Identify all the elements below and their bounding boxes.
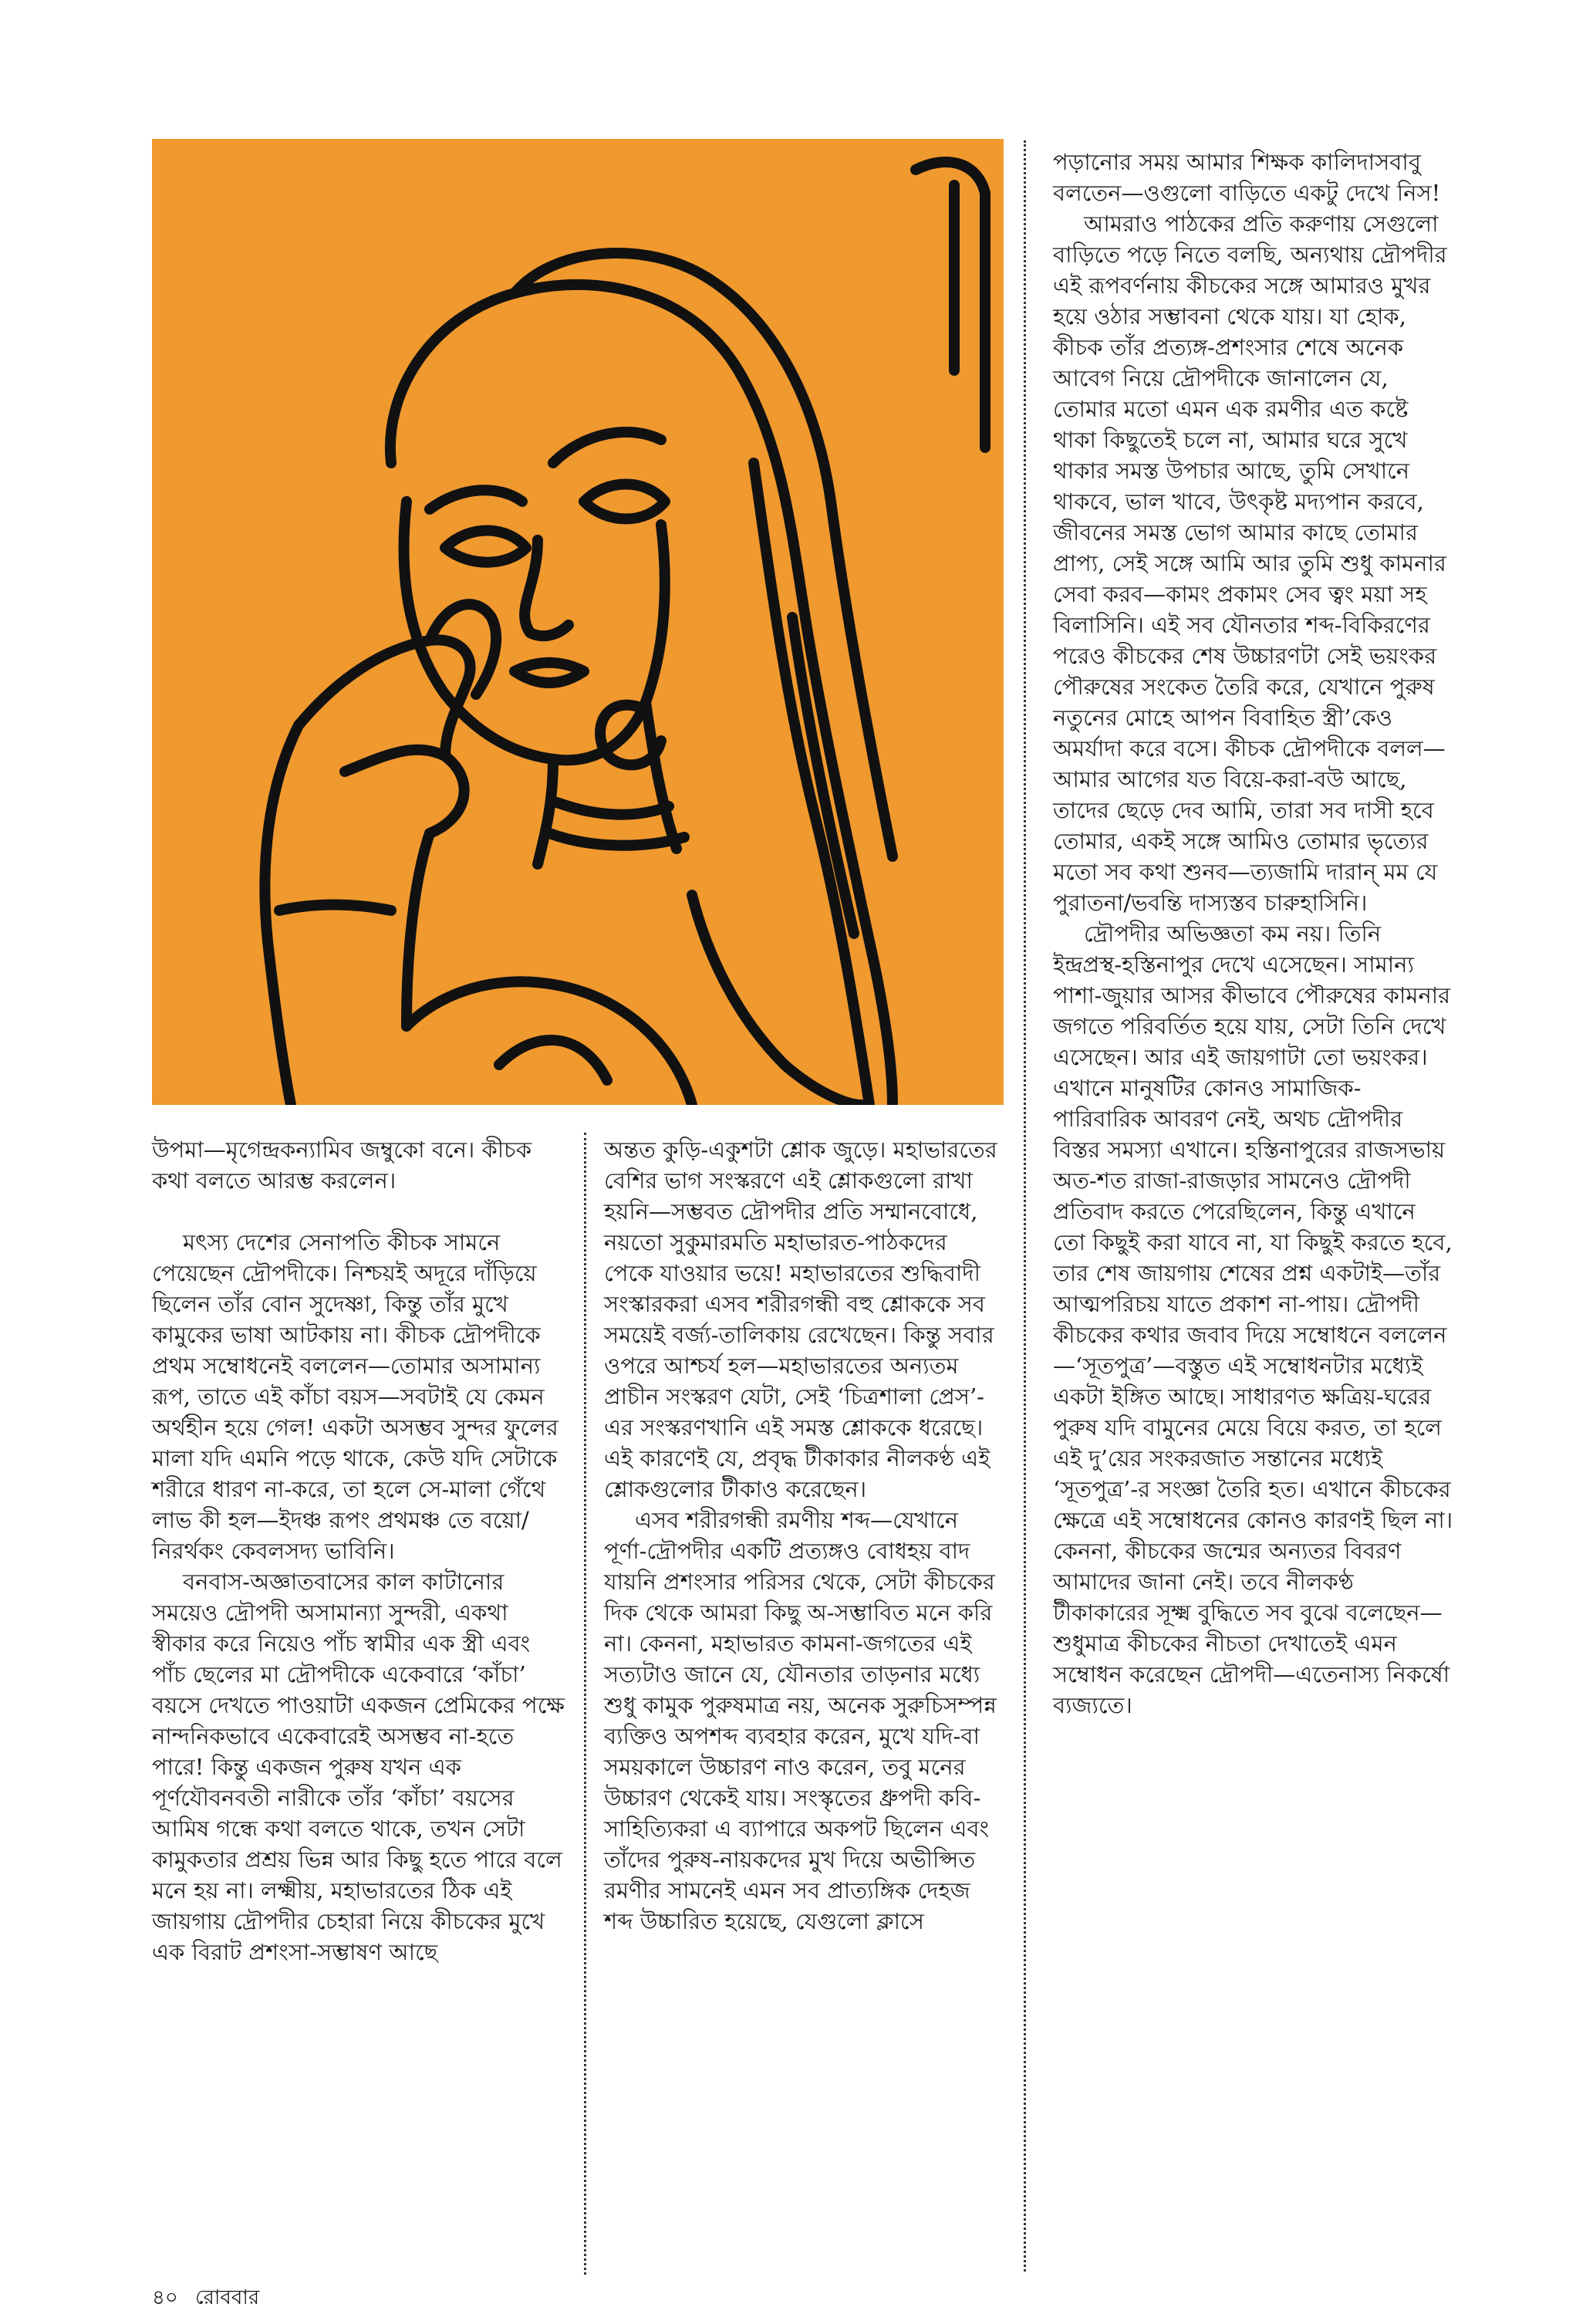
paragraph: আমরাও পাঠকের প্রতি করুণায় সেগুলো বাড়িতে পড়ে নিতে বলছি, অন্যথায় দ্রৌপদীর এই রূপবর্ণনায় কীচকের সঙ্গে আমারও মুখর হয়ে ওঠার সম্ভাবনা থেকে যায়। যা হোক, কীচক তাঁর প্রত্যঙ্গ-প্রশংসার শেষে অনেক আবেগ নিয়ে দ্রৌপদীকে জানালেন যে, তোমার মতো এমন এক রমণীর এত কষ্টে থাকা কিছুতেই চলে না, আমার ঘরে সুখে থাকার সমস্ত উপচার আছে, তুমি সেখানে থাকবে, ভাল খাবে, উৎকৃষ্ট মদ্যপান করবে, জীবনের সমস্ত ভোগ আমার কাছে তোমার প্রাপ্য, সেই সঙ্গে আমি আর তুমি শুধু কামনার সেবা করব—কামং প্রকামং সেব ত্বং ময়া সহ বিলাসিনি। এই সব যৌনতার শব্দ-বিকিরণের পরেও কীচকের শেষ উচ্চারণটা সেই ভয়ংকর পৌরুষের সংকেত তৈরি করে, যেখানে পুরুষ নতুনের মোহে আপন বিবাহিত স্ত্রী’কেও অমর্যাদা করে বসে। কীচক দ্রৌপদীকে বলল—আমার আগের যত বিয়ে-করা-বউ আছে, তাদের ছেড়ে দেব আমি, তারা সব দাসী হবে তোমার, একই সঙ্গে আমিও তোমার ভৃত্যের মতো সব কথা শুনব—ত্যজামি দারান্ মম যে পুরাতনা/ভবন্তি দাস্যস্তব চারুহাসিনি। <box>1053 211 1447 916</box>
page-number: ৪০ <box>152 2286 178 2309</box>
article-column-3 <box>1053 147 1454 1721</box>
paragraph: মৎস্য দেশের সেনাপতি কীচক সামনে পেয়েছেন দ্রৌপদীকে। নিশ্চয়ই অদূরে দাঁড়িয়ে ছিলেন তাঁর বোন সুদেষ্ণা, কিন্তু তাঁর মুখে কামুকের ভাষা আটকায় না। কীচক দ্রৌপদীকে প্রথম সম্বোধনেই বললেন—তোমার অসামান্য রূপ, তাতে এই কাঁচা বয়স—সবটাই যে কেমন অর্থহীন হয়ে গেল! একটা অসম্ভব সুন্দর ফুলের মালা যদি এমনি পড়ে থাকে, কেউ যদি সেটাকে শরীরে ধারণ না-করে, তা হলে সে-মালা গেঁথে লাভ কী হল—ইদঞ্চ রূপং প্রথমঞ্চ তে বয়ো/নিরর্থকং কেবলসদ্য ভাবিনি। <box>152 1229 559 1564</box>
woman-portrait-illustration <box>152 139 1004 1105</box>
publication-name: রোববার <box>195 2286 260 2309</box>
column-divider <box>584 1133 586 2275</box>
paragraph: পড়ানোর সময় আমার শিক্ষক কালিদাসবাবু বলতেন—ওগুলো বাড়িতে একটু দেখে নিস! <box>1053 149 1441 206</box>
paragraph: এসব শরীরগন্ধী রমণীয় শব্দ—যেখানে পূর্ণা-দ্রৌপদীর একটি প্রত্যঙ্গও বোধহয় বাদ যায়নি প্রশংসার পরিসর থেকে, সেটা কীচকের দিক থেকে আমরা কিছু অ-সম্ভাবিত মনে করি না। কেননা, মহাভারত কামনা-জগতের এই সত্যটাও জানে যে, যৌনতার তাড়নার মধ্যে শুধু কামুক পুরুষমাত্র নয়, অনেক সুরুচিসম্পন্ন ব্যক্তিও অপশব্দ ব্যবহার করেন, মুখে যদি-বা সময়কালে উচ্চারণ নাও করেন, তবু মনের উচ্চারণ থেকেই যায়। সংস্কৃতের ধ্রুপদী কবি-সাহিত্যিকরা এ ব্যাপারে অকপট ছিলেন এবং তাঁদের পুরুষ-নায়কদের মুখ দিয়ে অভীপ্সিত রমণীর সামনেই এমন সব প্রাত্যঙ্গিক দেহজ শব্দ উচ্চারিত হয়েছে, যেগুলো ক্লাসে <box>604 1507 997 1934</box>
paragraph: উপমা—মৃগেন্দ্রকন্যামিব জম্বুকো বনে। কীচক কথা বলতে আরম্ভ করলেন। <box>152 1137 532 1194</box>
page-footer <box>152 2285 270 2310</box>
paragraph: দ্রৌপদীর অভিজ্ঞতা কম নয়। তিনি ইন্দ্রপ্রস্থ-হস্তিনাপুর দেখে এসেছেন। সামান্য পাশা-জুয়ার আসর কীভাবে পৌরুষের কামনার জগতে পরিবর্তিত হয়ে যায়, সেটা তিনি দেখে এসেছেন। আর এই জায়গাটা তো ভয়ংকর। এখানে মানুষটির কোনও সামাজিক-পারিবারিক আবরণ নেই, অথচ দ্রৌপদীর বিস্তর সমস্যা এখানে। হস্তিনাপুরের রাজসভায় অত-শত রাজা-রাজড়ার সামনেও দ্রৌপদী প্রতিবাদ করতে পেরেছিলেন, কিন্তু এখানে তো কিছুই করা যাবে না, যা কিছুই করতে হবে, তার শেষ জায়গায় শেষের প্রশ্ন একটাই—তাঁর আত্মপরিচয় যাতে প্রকাশ না-পায়। দ্রৌপদী কীচকের কথার জবাব দিয়ে সম্বোধনে বললেন—‘সূতপুত্র’—বস্তুত এই সম্বোধনটার মধ্যেই একটা ইঙ্গিত আছে। সাধারণত ক্ষত্রিয়-ঘরের পুরুষ যদি বামুনের মেয়ে বিয়ে করত, তা হলে এই দু’য়ের সংকরজাত সন্তানের মধ্যেই ‘সূতপুত্র’-র সংজ্ঞা তৈরি হত। এখানে কীচকের ক্ষেত্রে এই সম্বোধনের কোনও কারণই ছিল না। কেননা, কীচকের জন্মের অন্যতর বিবরণ আমাদের জানা নেই। তবে নীলকণ্ঠ টীকাকারের সূক্ষ্ম বুদ্ধিতে সব বুঝে বলেছেন—শুধুমাত্র কীচকের নীচতা দেখাতেই এমন সম্বোধন করেছেন দ্রৌপদী—এতেনাস্য নিকর্ষো ব্যজ্যতে। <box>1053 920 1453 1718</box>
paragraph: বনবাস-অজ্ঞাতবাসের কাল কাটানোর সময়েও দ্রৌপদী অসামান্যা সুন্দরী, একথা স্বীকার করে নিয়েও পাঁচ স্বামীর এক স্ত্রী এবং পাঁচ ছেলের মা দ্রৌপদীকে একেবারে ‘কাঁচা’ বয়সে দেখতে পাওয়াটা একজন প্রেমিকের পক্ষে নান্দনিকভাবে একেবারেই অসম্ভব না-হতে পারে! কিন্তু একজন পুরুষ যখন এক পূর্ণযৌবনবতী নারীকে তাঁর ‘কাঁচা’ বয়সের আমিষ গন্ধে কথা বলতে থাকে, তখন সেটা কামুকতার প্রশ্রয় ভিন্ন আর কিছু হতে পারে বলে মনে হয় না। লক্ষ্মীয়, মহাভারতের ঠিক এই জায়গায় দ্রৌপদীর চেহারা নিয়ে কীচকের মুখে এক বিরাট প্রশংসা-সম্ভাষণ আছে <box>152 1569 565 1965</box>
paragraph: অন্তত কুড়ি-একুশটা শ্লোক জুড়ে। মহাভারতের বেশির ভাগ সংস্করণে এই শ্লোকগুলো রাখা হয়নি—সম্ভবত দ্রৌপদীর প্রতি সম্মানবোধে, নয়তো সুকুমারমতি মহাভারত-পাঠকদের পেকে যাওয়ার ভয়ে! মহাভারতের শুদ্ধিবাদী সংস্কারকরা এসব শরীরগন্ধী বহু শ্লোককে সব সময়েই বর্জ্য-তালিকায় রেখেছেন। কিন্তু সবার ওপরে আশ্চর্য হল—মহাভারতের অন্যতম প্রাচীন সংস্করণ যেটা, সেই ‘চিত্রশালা প্রেস’-এর সংস্করণখানি এই সমস্ত শ্লোককে ধরেছে। এই কারণেই যে, প্রবৃদ্ধ টীকাকার নীলকণ্ঠ এই শ্লোকগুলোর টীকাও করেছেন। <box>604 1137 997 1502</box>
column-divider <box>1024 140 1026 2272</box>
illustration <box>152 139 1004 1105</box>
article-column-2 <box>604 1134 997 1937</box>
article-column-1 <box>152 1134 567 1968</box>
